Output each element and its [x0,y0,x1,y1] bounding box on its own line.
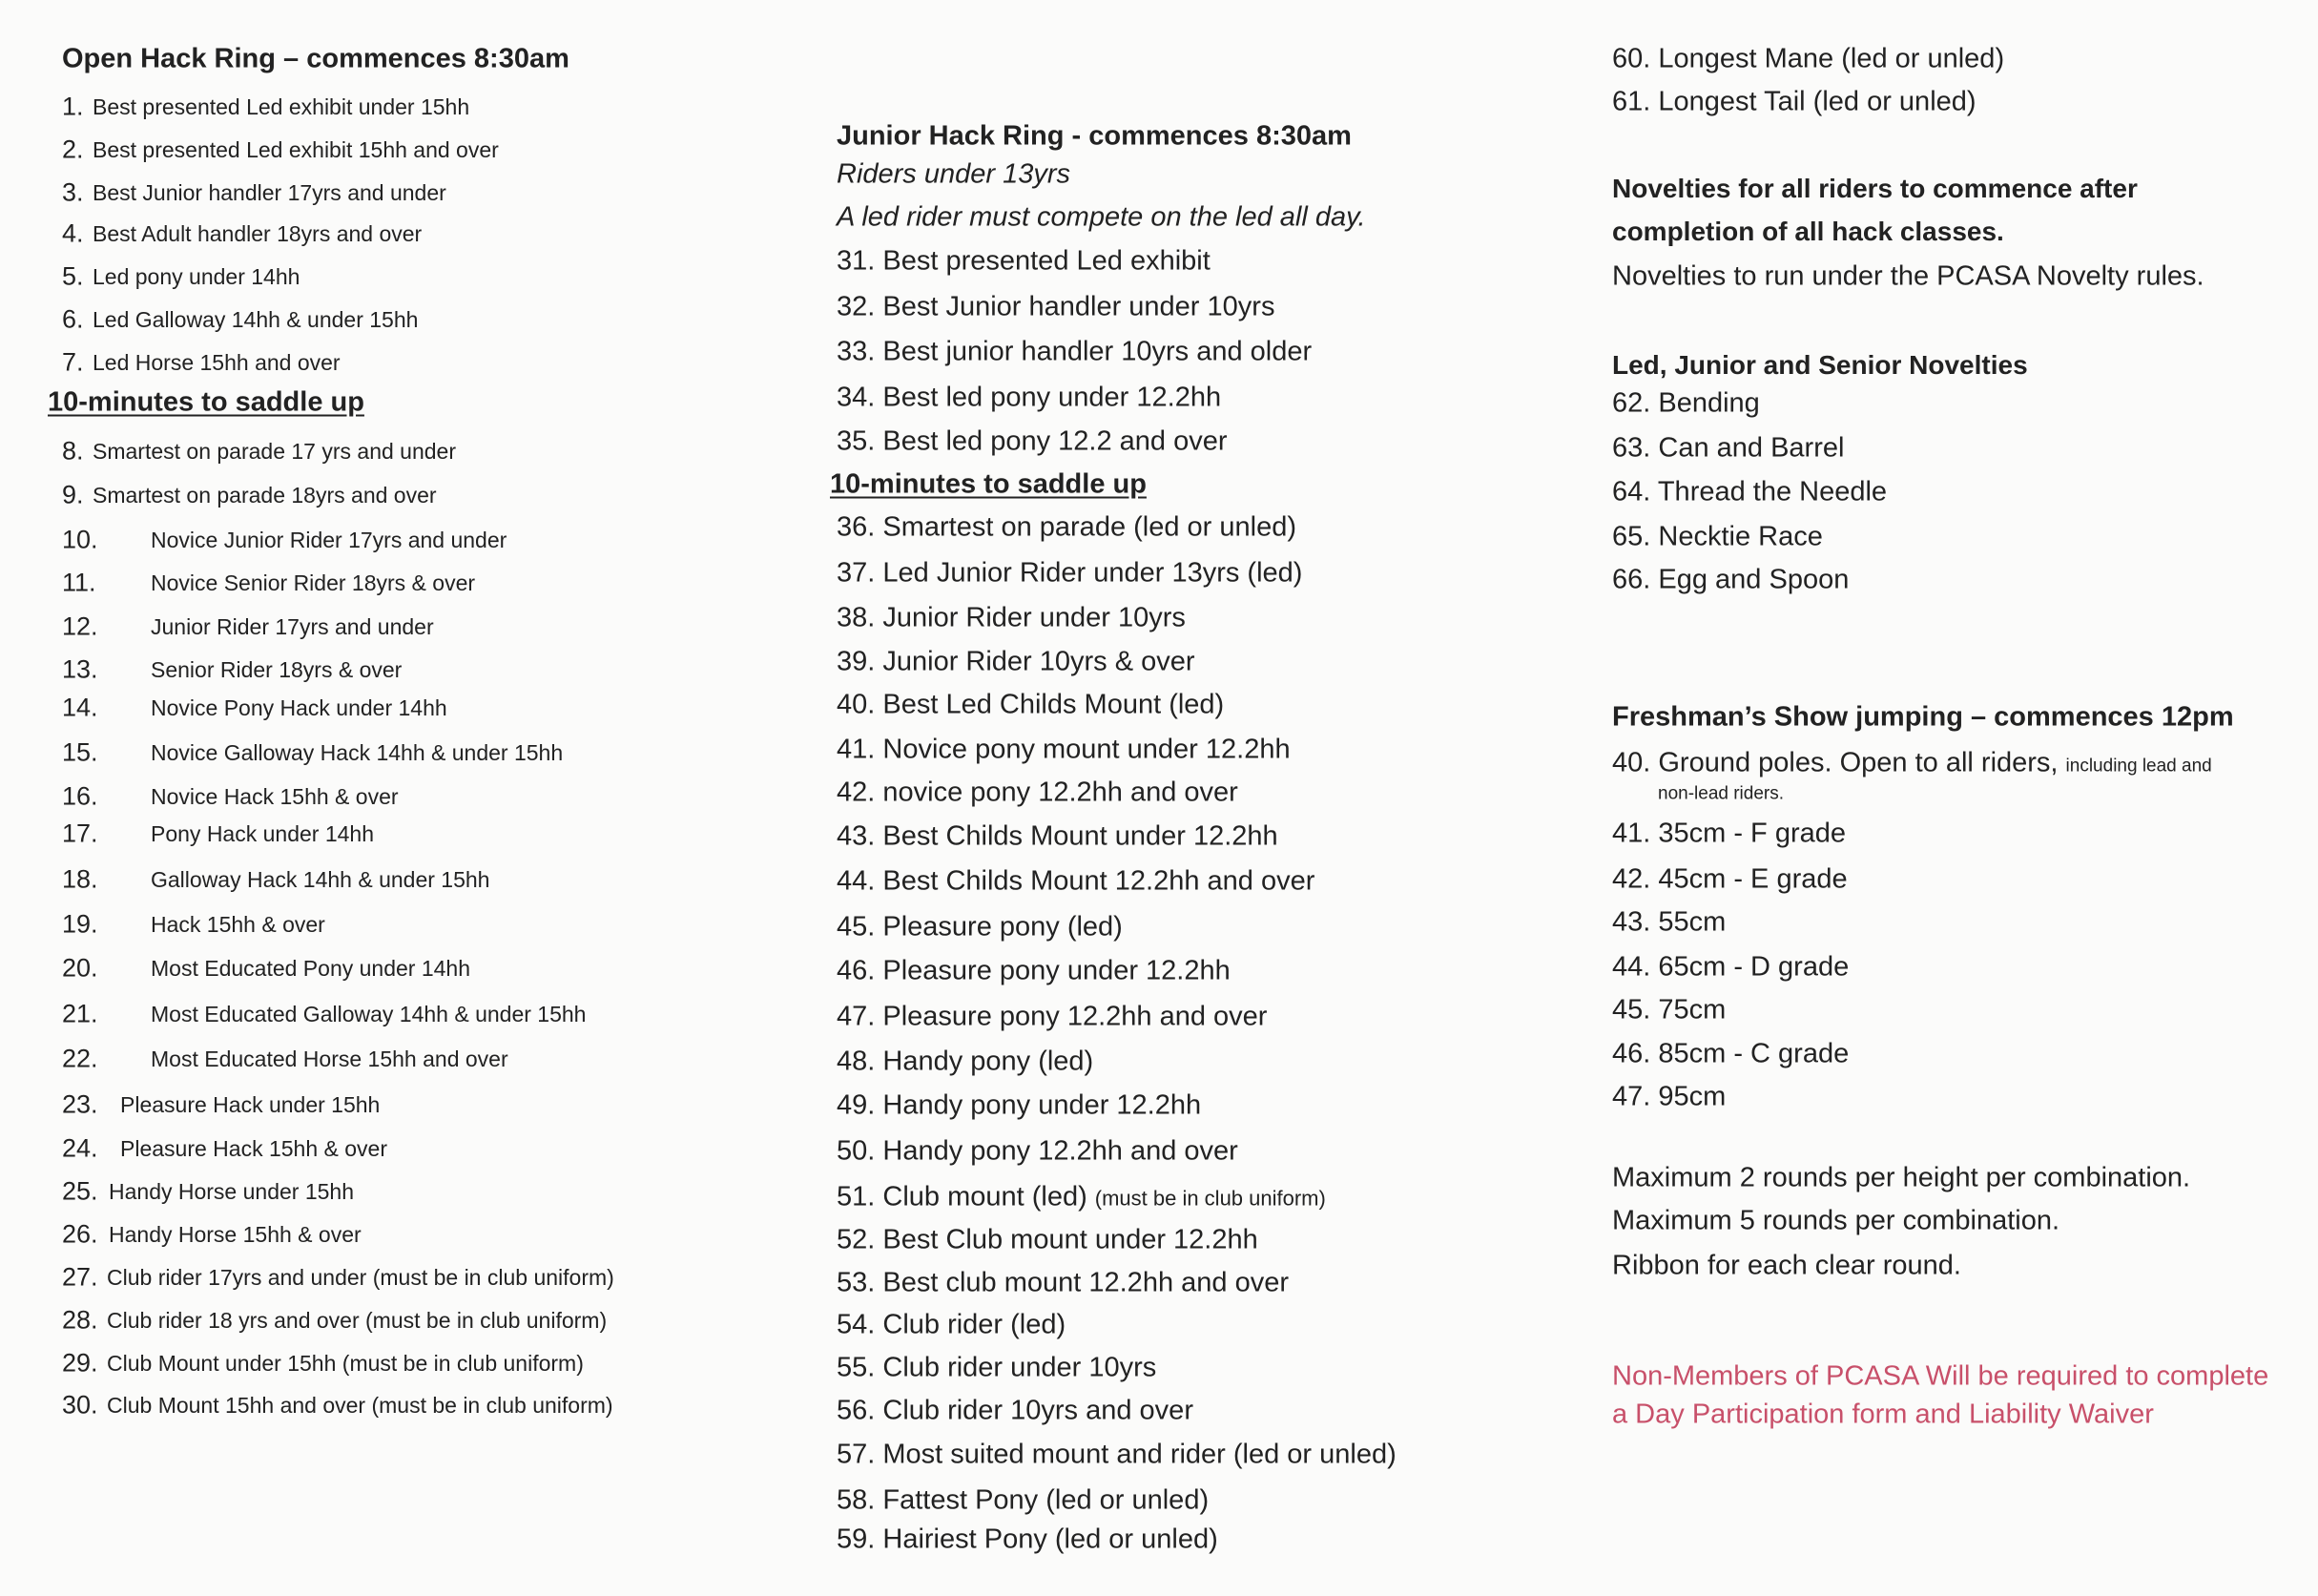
class-item [837,602,1186,633]
class-label: 46. Pleasure pony under 12.2hh [837,955,1231,986]
class-number: 12. [62,611,98,641]
class-number: 3. [62,177,84,207]
class-item [837,736,1291,764]
class-number: 24. [62,1133,98,1163]
class-number: 13. [62,654,98,684]
jumping-item-40-note: including lead and [2065,756,2212,777]
class-label: Senior Rider 18yrs & over [151,656,403,682]
class-label: 41. Novice pony mount under 12.2hh [837,734,1291,765]
class-item [837,865,1315,897]
class-label: Led pony under 14hh [93,263,300,289]
class-label: 39. Junior Rider 10yrs & over [837,646,1195,677]
class-label: 37. Led Junior Rider under 13yrs (led) [837,557,1303,589]
class-number: 8. [62,436,84,466]
jumping-rule: Maximum 5 rounds per combination. [1612,1205,2060,1236]
class-number: 5. [62,261,84,291]
class-item [837,689,1225,720]
class-item [62,1176,354,1206]
class-number: 7. [62,347,84,377]
class-item: 61. Longest Tail (led or unled) [1612,86,1977,117]
class-label: Handy Horse under 15hh [109,1178,354,1204]
class-label: Novice Pony Hack under 14hh [151,694,447,720]
jumping-item-40-text: 40. Ground poles. Open to all riders, [1612,747,2059,778]
class-number: 11. [62,568,96,597]
class-label: Junior Rider 17yrs and under [151,613,434,639]
novelties-rules: Novelties to run under the PCASA Novelty rules. [1612,260,2204,292]
class-item: 60. Longest Mane (led or unled) [1612,43,2005,74]
class-item [62,480,437,509]
class-item [837,1135,1238,1167]
class-item [62,781,399,811]
class-label: Best Junior handler 17yrs and under [93,179,446,205]
class-label: 56. Club rider 10yrs and over [837,1395,1193,1426]
class-item [62,953,471,983]
class-number: 4. [62,218,84,248]
class-label: 49. Handy pony under 12.2hh [837,1089,1202,1121]
class-label: Most Educated Galloway 14hh & under 15hh [151,1001,587,1026]
class-number: 20. [62,953,98,983]
jumping-item: 44. 65cm - D grade [1612,951,1850,983]
class-number: 23. [62,1089,98,1119]
class-label: 54. Club rider (led) [837,1309,1066,1340]
class-item [62,999,587,1028]
class-item [62,304,419,334]
class-item [837,911,1123,943]
jumping-rule: Maximum 2 rounds per height per combination. [1612,1162,2191,1193]
class-label: Smartest on parade 18yrs and over [93,482,437,508]
class-item [62,909,325,939]
novelty-item: 62. Bending [1612,387,1760,419]
class-number: 19. [62,909,98,939]
novelty-item: 63. Can and Barrel [1612,432,1845,464]
class-item [837,955,1231,986]
class-item [837,820,1278,852]
junior-hack-note-age: Riders under 13yrs [837,158,1070,190]
class-item [837,1224,1258,1255]
class-item [837,1395,1193,1426]
class-number: 26. [62,1219,98,1249]
class-label: Club Mount under 15hh (must be in club uniform) [107,1350,584,1376]
class-label: 57. Most suited mount and rider (led or unled) [837,1439,1397,1470]
class-label: Handy Horse 15hh & over [109,1221,362,1247]
class-number: 18. [62,864,98,894]
novelties-heading: Led, Junior and Senior Novelties [1612,350,2028,380]
non-member-warning-line1: Non-Members of PCASA Will be required to complete [1612,1360,2269,1392]
class-number: 15. [62,737,98,767]
class-number: 10. [62,525,98,554]
class-item [837,1523,1218,1555]
class-item [837,1267,1289,1298]
class-number: 27. [62,1262,98,1292]
class-label: Galloway Hack 14hh & under 15hh [151,866,490,892]
class-item [62,1089,381,1119]
class-item [62,92,470,121]
class-item: 34. Best led pony under 12.2hh [837,382,1222,413]
class-number: 2. [62,135,84,164]
class-item [62,1390,613,1420]
class-label: Most Educated Horse 15hh and over [151,1046,508,1071]
class-label: 38. Junior Rider under 10yrs [837,602,1186,633]
class-label: Smartest on parade 17 yrs and under [93,438,457,464]
class-label: 36. Smartest on parade (led or unled) [837,511,1296,543]
junior-hack-heading: Junior Hack Ring - commences 8:30am [837,120,1352,152]
class-label: 55. Club rider under 10yrs [837,1352,1157,1383]
class-item [62,1348,584,1378]
class-item [62,737,564,767]
jumping-item-40 [1612,747,2212,778]
class-label: Hack 15hh & over [151,911,325,937]
class-item [62,436,457,466]
class-label: 47. Pleasure pony 12.2hh and over [837,1001,1268,1032]
class-label: 59. Hairiest Pony (led or unled) [837,1523,1218,1555]
novelty-item: 66. Egg and Spoon [1612,564,1850,595]
class-item [62,1133,387,1163]
class-item [837,1001,1268,1032]
class-label: 52. Best Club mount under 12.2hh [837,1224,1258,1255]
class-label: 51. Club mount (led) [837,1181,1087,1213]
class-label: Pony Hack under 14hh [151,820,374,846]
class-item [837,1048,1093,1076]
class-item [62,693,447,722]
class-label: 53. Best club mount 12.2hh and over [837,1267,1289,1298]
class-number: 30. [62,1390,98,1420]
class-label: Best Adult handler 18yrs and over [93,220,423,246]
class-label: Most Educated Pony under 14hh [151,955,471,981]
class-item [837,1484,1210,1516]
class-item: 33. Best junior handler 10yrs and older [837,336,1313,367]
open-hack-heading: Open Hack Ring – commences 8:30am [62,43,569,74]
class-label: Pleasure Hack 15hh & over [120,1135,387,1161]
class-number: 17. [62,819,98,848]
class-item [837,779,1238,807]
class-label: 42. novice pony 12.2hh and over [837,777,1238,808]
class-label: 44. Best Childs Mount 12.2hh and over [837,865,1315,897]
class-label: Novice Hack 15hh & over [151,783,399,809]
jumping-item: 41. 35cm - F grade [1612,818,1846,849]
class-label: Led Horse 15hh and over [93,349,341,375]
class-item [62,135,499,164]
class-label: 48. Handy pony (led) [837,1046,1094,1077]
class-item [62,864,490,894]
class-label: Novice Galloway Hack 14hh & under 15hh [151,739,564,765]
novelties-note-line1: Novelties for all riders to commence after [1612,174,2138,203]
class-item [62,1305,608,1335]
novelties-note-line2: completion of all hack classes. [1612,217,2004,246]
class-item [837,1309,1066,1340]
class-item [62,1044,508,1073]
class-label: Club Mount 15hh and over (must be in club uniform) [107,1392,613,1418]
jumping-heading: Freshman’s Show jumping – commences 12pm [1612,701,2234,733]
non-member-warning-line2: a Day Participation form and Liability Waiver [1612,1399,2154,1430]
class-item [62,525,507,554]
class-item [837,1181,1326,1213]
class-label: 43. Best Childs Mount under 12.2hh [837,820,1278,852]
class-label: 40. Best Led Childs Mount (led) [837,689,1225,720]
class-item [62,611,434,641]
novelty-item: 64. Thread the Needle [1612,476,1888,508]
class-label: Novice Junior Rider 17yrs and under [151,527,507,552]
class-label: Led Galloway 14hh & under 15hh [93,306,419,332]
class-number: 29. [62,1348,98,1378]
novelty-item: 65. Necktie Race [1612,521,1823,552]
jumping-rule: Ribbon for each clear round. [1612,1250,1961,1281]
class-item [62,1262,614,1292]
saddle-up-heading-junior: 10-minutes to saddle up [830,468,1147,500]
class-item [62,177,446,207]
class-number: 1. [62,92,84,121]
saddle-up-heading-open: 10-minutes to saddle up [48,386,364,418]
class-item: 31. Best presented Led exhibit [837,245,1211,277]
junior-hack-note-led: A led rider must compete on the led all day. [837,201,1366,233]
jumping-item: 47. 95cm [1612,1081,1727,1112]
class-number: 22. [62,1044,98,1073]
class-number: 28. [62,1305,98,1335]
class-item [62,218,423,248]
class-label: Club rider 17yrs and under (must be in club uniform) [107,1264,614,1290]
class-item [62,1219,362,1249]
jumping-item-40-note-cont: non-lead riders. [1658,783,1785,804]
class-label: 45. Pleasure pony (led) [837,911,1123,943]
class-item [837,1089,1202,1121]
class-item [837,1441,1397,1469]
class-label: Best presented Led exhibit under 15hh [93,93,470,119]
class-item [837,1352,1157,1383]
class-item [837,557,1303,589]
class-label: Club rider 18 yrs and over (must be in club uniform) [107,1307,608,1333]
class-number: 9. [62,480,84,509]
class-item [62,654,403,684]
class-number: 16. [62,781,98,811]
class-item: 32. Best Junior handler under 10yrs [837,291,1275,322]
class-label: Pleasure Hack under 15hh [120,1091,381,1117]
class-number: 25. [62,1176,98,1206]
class-label: 50. Handy pony 12.2hh and over [837,1135,1238,1167]
class-item [62,819,374,848]
class-label: Best presented Led exhibit 15hh and over [93,136,499,162]
class-item [837,511,1296,543]
uniform-note: (must be in club uniform) [1094,1186,1326,1211]
class-number: 14. [62,693,98,722]
class-item [62,568,476,597]
jumping-item: 43. 55cm [1612,906,1727,938]
class-item: 35. Best led pony 12.2 and over [837,425,1228,457]
class-item [62,261,300,291]
class-number: 21. [62,999,98,1028]
class-number: 6. [62,304,84,334]
class-item [62,347,341,377]
class-item [837,646,1195,677]
jumping-item: 46. 85cm - C grade [1612,1038,1850,1069]
class-label: 58. Fattest Pony (led or unled) [837,1484,1210,1516]
jumping-item: 42. 45cm - E grade [1612,863,1848,895]
class-label: Novice Senior Rider 18yrs & over [151,570,476,595]
jumping-item: 45. 75cm [1612,994,1727,1026]
